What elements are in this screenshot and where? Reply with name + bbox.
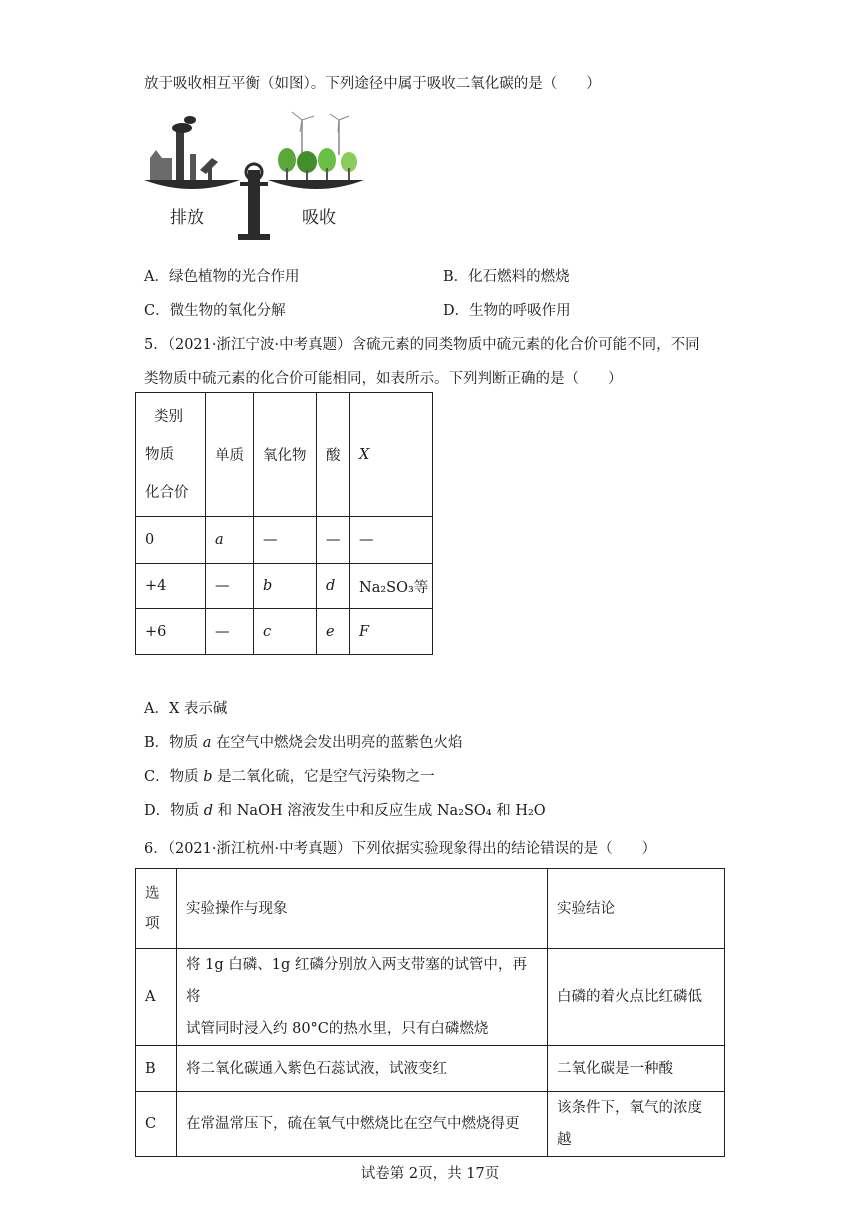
balance-scale-figure — [142, 110, 367, 245]
q6-stem: 6．（2021·浙江杭州·中考真题）下列依据实验现象得出的结论错误的是（ ） — [144, 841, 657, 857]
q5-option-b[interactable]: B．物质 a 在空气中燃烧会发出明亮的蓝紫色火焰 — [144, 735, 463, 751]
q5-option-c[interactable]: C．物质 b 是二氧化硫，它是空气污染物之一 — [144, 769, 435, 785]
q5-option-d[interactable]: D．物质 d 和 NaOH 溶液发生中和反应生成 Na₂SO₄ 和 H₂O — [144, 803, 546, 819]
q4-option-c[interactable]: C．微生物的氧化分解 — [144, 303, 286, 319]
sulfur-valence-table — [135, 392, 433, 655]
table-row: +6 — c e F — [136, 609, 433, 655]
table-header: 实验操作与现象 — [177, 869, 548, 949]
trees-icon — [278, 112, 357, 180]
q5-option-a[interactable]: A．X 表示碱 — [144, 701, 228, 717]
table-row: C 在常温常压下，硫在氧气中燃烧比在空气中燃烧得更 该条件下，氧气的浓度越 — [136, 1092, 725, 1157]
page-footer: 试卷第 2页，共 17页 — [360, 1166, 500, 1182]
table-header: 单质 — [206, 393, 254, 517]
table-row: +4 — b d Na₂SO₃等 — [136, 564, 433, 609]
table-header: 氧化物 — [254, 393, 317, 517]
q4-option-b[interactable]: B．化石燃料的燃烧 — [443, 269, 570, 285]
experiment-table — [135, 868, 725, 1157]
table-header: X — [350, 393, 433, 517]
table-header: 酸 — [317, 393, 350, 517]
table-header: 实验结论 — [548, 869, 725, 949]
table-corner-header: 类别 物质 化合价 — [136, 393, 206, 517]
q5-stem-line2: 类物质中硫元素的化合价可能相同，如表所示。下列判断正确的是（ ） — [144, 371, 623, 387]
factory-icon — [150, 116, 218, 182]
table-row: B 将二氧化碳通入紫色石蕊试液，试液变红 二氧化碳是一种酸 — [136, 1046, 725, 1092]
q5-stem-line1: 5．（2021·浙江宁波·中考真题）含硫元素的同类物质中硫元素的化合价可能不同，不同 — [144, 337, 700, 353]
absorption-label: 吸收 — [302, 208, 336, 228]
emission-label: 排放 — [170, 208, 204, 228]
intro-line: 放于吸收相互平衡（如图）。下列途径中属于吸收二氧化碳的是（ ） — [144, 76, 601, 92]
table-header-row — [136, 869, 725, 949]
q4-option-d[interactable]: D．生物的呼吸作用 — [443, 303, 571, 319]
table-header: 选项 — [136, 869, 177, 949]
table-row: A 将 1g 白磷、1g 红磷分别放入两支带塞的试管中，再将 试管同时浸入约 80°C的热水里，只有白磷燃烧 白磷的着火点比红磷低 — [136, 949, 725, 1046]
table-row: 0 a — — — — [136, 517, 433, 564]
q4-option-a[interactable]: A．绿色植物的光合作用 — [144, 269, 300, 285]
